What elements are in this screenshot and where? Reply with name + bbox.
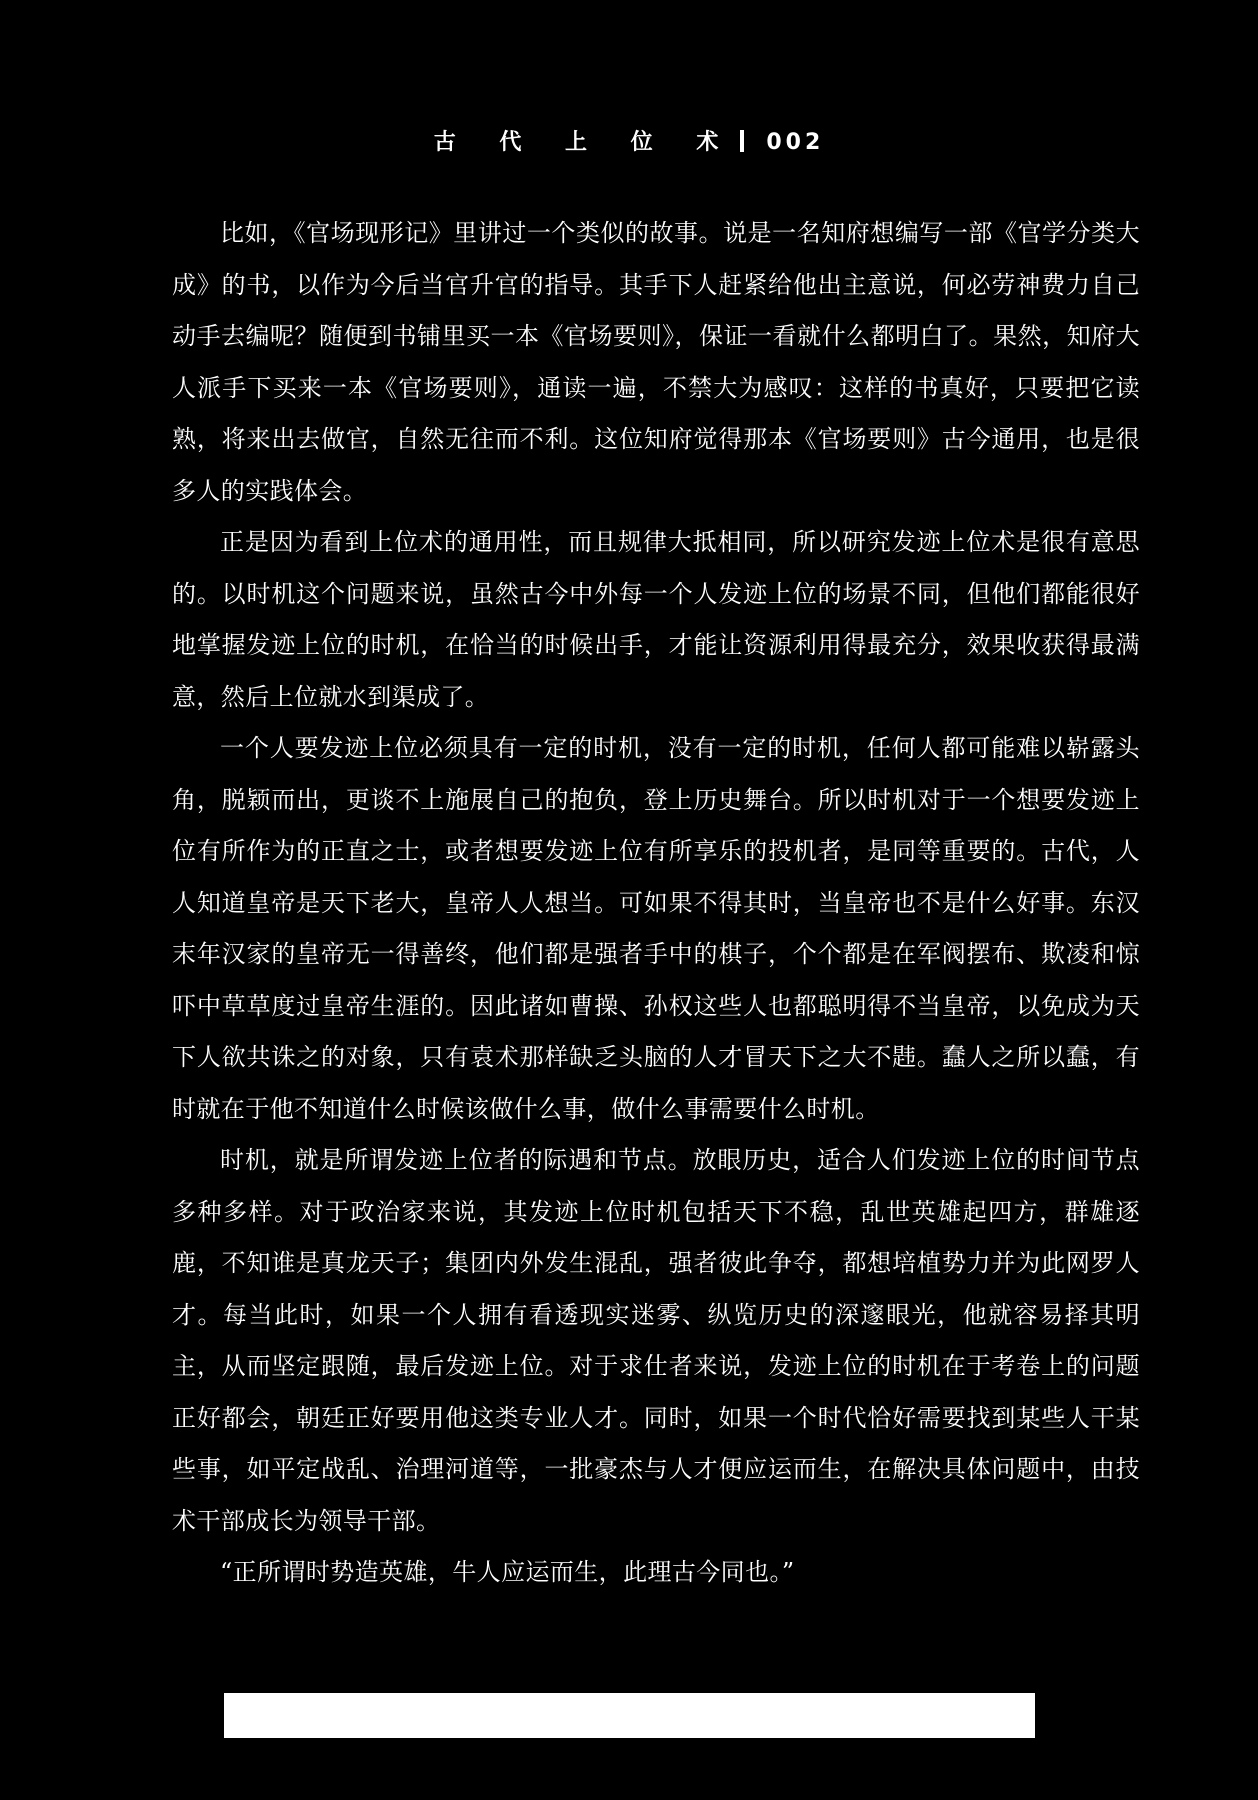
paragraph-3: 一个人要发迹上位必须具有一定的时机，没有一定的时机，任何人都可能难以崭露头角，脱颖而出，更谈不上施展自己的抱负，登上历史舞台。所以时机对于一个想要发迹上位有所作为的正直之士，或者想要发迹上位有所享乐的投机者，是同等重要的。古代，人人知道皇帝是天下老大，皇帝人人想当。可如果不得其时，当皇帝也不是什么好事。东汉末年汉家的皇帝无一得善终，他们都是强者手中的棋子，个个都是在军阀摆布、欺凌和惊吓中草草度过皇帝生涯的。因此诸如曹操、孙权这些人也都聪明得不当皇帝，以免成为天下人欲共诛之的对象，只有袁术那样缺乏头脑的人才冒天下之大不韪。蠢人之所以蠢，有时就在于他不知道什么时候该做什么事，做什么事需要什么时机。 bbox=[172, 734, 1140, 1123]
paragraph-4: 时机，就是所谓发迹上位者的际遇和节点。放眼历史，适合人们发迹上位的时间节点多种多样。对于政治家来说，其发迹上位时机包括天下不稳，乱世英雄起四方，群雄逐鹿，不知谁是真龙天子；集团内外发生混乱，强者彼此争夺，都想培植势力并为此网罗人才。每当此时，如果一个人拥有看透现实迷雾、纵览历史的深邃眼光，他就容易择其明主，从而坚定跟随，最后发迹上位。对于求仕者来说，发迹上位的时机在于考卷上的问题正好都会，朝廷正好要用他这类专业人才。同时，如果一个时代恰好需要找到某些人干某些事，如平定战乱、治理河道等，一批豪杰与人才便应运而生，在解决具体问题中，由技术干部成长为领导干部。 bbox=[172, 1146, 1140, 1535]
redaction-bar bbox=[224, 1693, 1035, 1738]
page-number: 002 bbox=[766, 130, 825, 155]
book-title: 古 代 上 位 术 bbox=[433, 130, 737, 155]
body-text bbox=[172, 208, 1140, 1599]
paragraph-2: 正是因为看到上位术的通用性，而且规律大抵相同，所以研究发迹上位术是很有意思的。以时机这个问题来说，虽然古今中外每一个人发迹上位的场景不同，但他们都能很好地掌握发迹上位的时机，在恰当的时候出手，才能让资源利用得最充分，效果收获得最满意，然后上位就水到渠成了。 bbox=[172, 528, 1140, 711]
paragraph-1: 比如，《官场现形记》里讲过一个类似的故事。说是一名知府想编写一部《官学分类大成》的书，以作为今后当官升官的指导。其手下人赶紧给他出主意说，何必劳神费力自己动手去编呢？随便到书铺里买一本《官场要则》，保证一看就什么都明白了。果然，知府大人派手下买来一本《官场要则》，通读一遍，不禁大为感叹：这样的书真好，只要把它读熟，将来出去做官，自然无往而不利。这位知府觉得那本《官场要则》古今通用，也是很多人的实践体会。 bbox=[172, 219, 1140, 505]
paragraph-5-quote: “正所谓时势造英雄，牛人应运而生，此理古今同也。” bbox=[220, 1558, 795, 1586]
header-separator bbox=[740, 130, 744, 152]
running-header bbox=[0, 128, 1258, 158]
